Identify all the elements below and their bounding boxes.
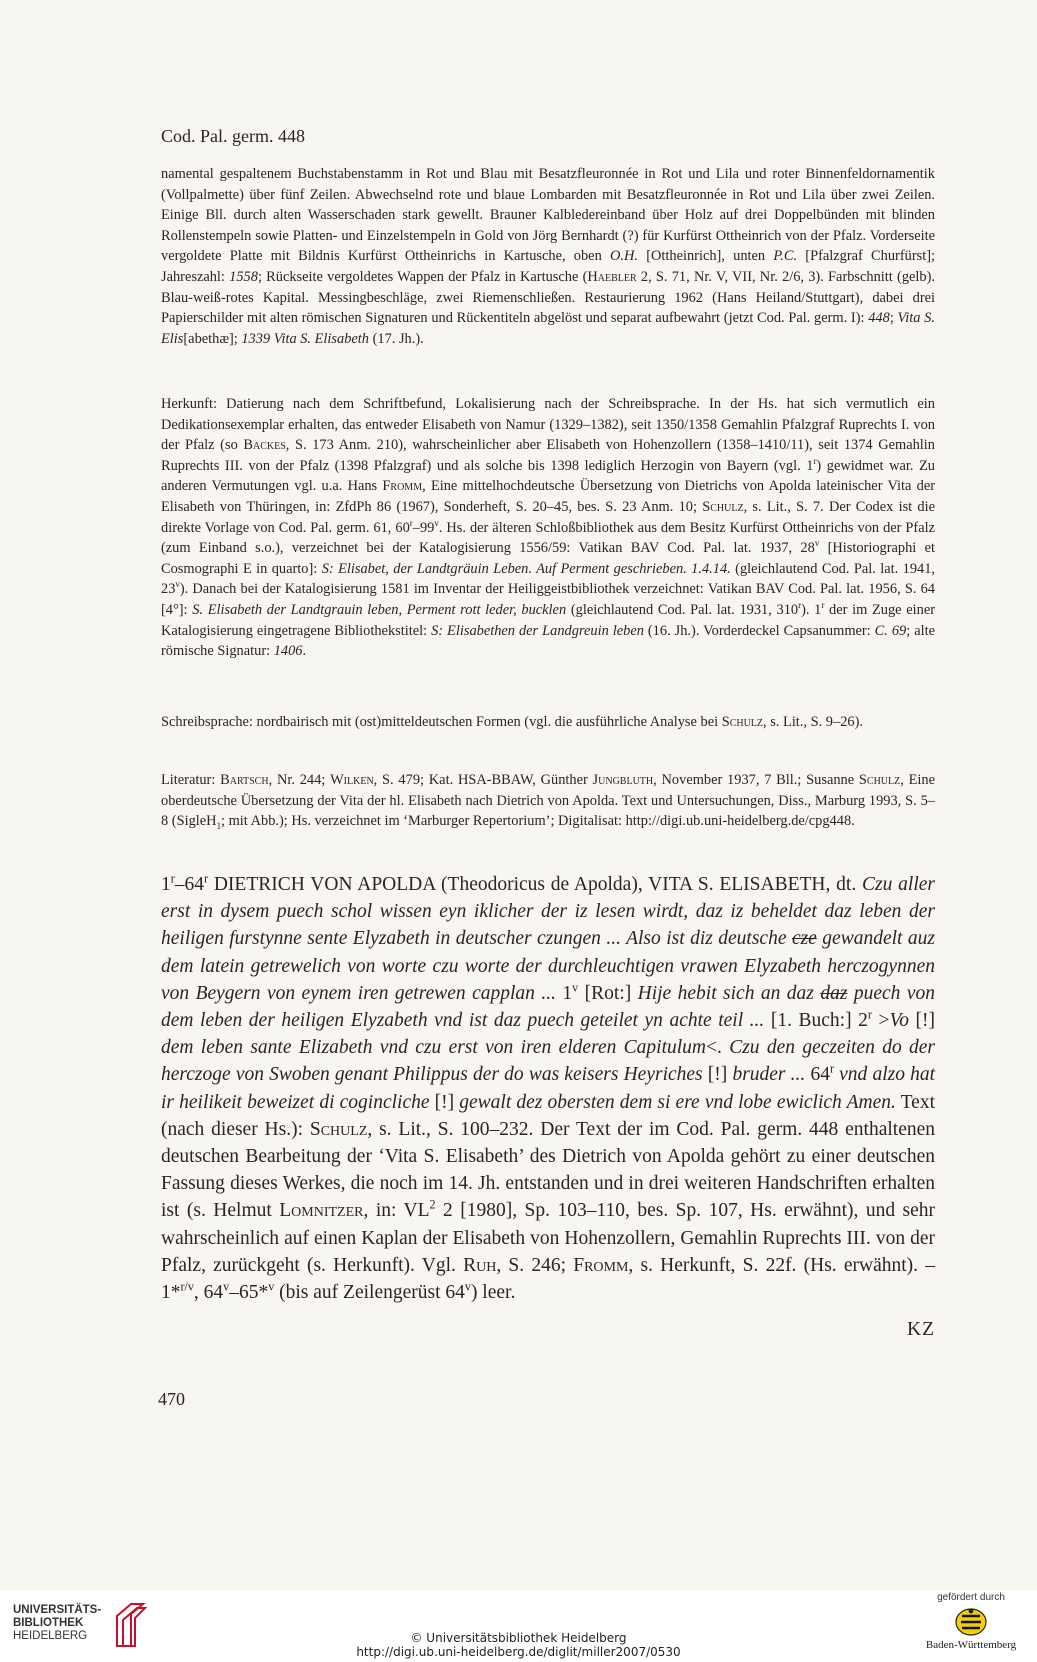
description-paragraph: namental gespaltenem Buchstabenstamm in Rot und Blau mit Besatzfleuronnée in Rot und Lila und roter Binnenfeldornamentik (Vollpalmette) über fünf Zeilen. Abwechselnd rote und blaue Lombarden mit Besatzfleuronnée in Rot und Lila über zwei Zeilen. Einige Bll. durch alten Wasserschaden stark gewellt. Brauner Kalbledereinband über Holz auf drei Doppelbünden mit blinden Rollenstempeln sowie Platten- und Einzelstempeln in Gold von Jörg Bernhardt (?) für Kurfürst Ottheinrich von der Pfalz. Vorderseite vergoldete Platte mit Bildnis Kurfürst Ottheinrichs in Kartusche, oben O.H. [Ottheinrich], unten P.C. [Pfalzgraf Churfürst]; Jahreszahl: 1558; Rückseite vergoldetes Wappen der Pfalz in Kartusche (Haebler 2, S. 71, Nr. V, VII, Nr. 2/6, 3). Farbschnitt (gelb). Blau-weiß-rotes Kapital. Messingbeschläge, zwei Riemenschließen. Restaurierung 1962 (Hans Heiland/Stuttgart), dabei drei Papierschilder mit alten römischen Signaturen und Rückentiteln abgelöst und separat aufbewahrt (jetzt Cod. Pal. germ. I): 448; Vita S. Elis[abethæ]; 1339 Vita S. Elisabeth (17. Jh.). xyxy=(161,166,935,347)
baden-wuerttemberg-crest-icon xyxy=(955,1607,987,1637)
herkunft-paragraph: Herkunft: Datierung nach dem Schriftbefund, Lokalisierung nach der Schreibsprache. In der Hs. hat sich vermutlich ein Dedikationsexemplar erhalten, das entweder Elisabeth von Namur (1329–1382), seit 1350/1358 Gemahlin Pfalzgraf Ruprechts I. von der Pfalz (so Backes, S. 173 Anm. 210), wahrscheinlicher aber Elisabeth von Hohenzollern (1358–1410/11), seit 1374 Gemahlin Ruprechts III. von der Pfalz (1398 Pfalzgraf) und als solche bis 1398 lediglich Herzogin von Bayern (vgl. 1$^r$) gewidmet war. Zu anderen Vermutungen vgl. u.a. Hans Fromm, Eine mittelhochdeutsche Übersetzung von Dietrichs von Apolda lateinischer Vita der Elisabeth von Thüringen, in: ZfdPh 86 (1967), Sonderheft, S. 20–45, bes. S. 23 Anm. 10; Schulz, s. Lit., S. 7. Der Codex ist die direkte Vorlage von Cod. Pal. germ. 61, 60$^r$–99$^v$. Hs. der älteren Schloßbibliothek aus dem Besitz Kurfürst Ottheinrichs von der Pfalz (zum Einband s.o.), verzeichnet bei der Katalogisierung 1556/59: Vatikan BAV Cod. Pal. lat. 1937, 28$^v$ [Historiographi et Cosmographi E in quarto]: S: Elisabet, der Landtgräuin Leben. Auf Perment geschrieben. 1.4.14. (gleichlautend Cod. Pal. lat. 1941, 23$^v$). Danach bei der Katalogisierung 1581 im Inventar der Heiliggeistbibliothek verzeichnet: Vatikan BAV Cod. Pal. lat. 1956, S. 64 [4°]: S. Elisabeth der Landtgrauin leben, Perment rott leder, bucklen (gleichlautend Cod. Pal. lat. 1931, 310$^r$). 1$^r$ der im Zuge einer Katalogisierung eingetragene Bibliothekstitel: S: Elisabethen der Landgreuin leben (16. Jh.). Vorderdeckel Capsanummer: C. 69; alte römische Signatur: 1406. xyxy=(161,396,936,660)
schreibsprache-paragraph: Schreibsprache: nordbairisch mit (ost)mitteldeutschen Formen (vgl. die ausführliche Analyse bei Schulz, s. Lit., S. 9–26). xyxy=(161,714,863,730)
page-number: 470 xyxy=(158,1389,185,1409)
literatur-paragraph: Literatur: Bartsch, Nr. 244; Wilken, S. 479; Kat. HSA-BBAW, Günther Jungbluth, November 1937, 7 Bll.; Susanne Schulz, Eine oberdeutsche Übersetzung der Vita der hl. Elisabeth nach Dietrich von Apolda. Text und Untersuchungen, Diss., Marburg 1993, S. 5–8 (SigleH$_1$; mit Abb.); Hs. verzeichnet im ‘Marburger Repertorium’; Digitalisat: http://digi.ub.uni-heidelberg.de/cpg448. xyxy=(161,772,935,832)
author-initials: KZ xyxy=(907,1319,935,1340)
main-entry: 1$^r$–64$^r$ DIETRICH VON APOLDA (Theodoricus de Apolda), VITA S. ELISABETH, dt. Czu aller erst in dysem puech schol wissen eyn iklicher der iz lesen wirdt, daz iz beheldet daz leben der heiligen furstynne sente Elyzabeth in deutscher czungen ... Also ist diz deutsche cze gewandelt auz dem latein getrewelich von worte czu worte der durchleuchtigen vrawen Elyzabeth herczogynnen von Beygern von eynem iren getrewen capplan ... 1$^v$ [Rot:] Hije hebit sich an daz daz puech von dem leben der heiligen Elyzabeth vnd ist daz puech geteilet yn achte teil ... [1. Buch:] $2^r >Vo$ [!] dem leben sante Elizabeth vnd czu erst von iren elderen Capitulum<. Czu den geczeiten do der herczoge von Swoben genant Philippus der do was keisers Heyriches [!] bruder ... 64$^r$ vnd alzo hat ir heilikeit beweizet di cogincliche [!] gewalt dez obersten dem si ere vnd lobe ewiclich Amen. Text (nach dieser Hs.): Schulz, s. Lit., S. 100–232. Der Text der im Cod. Pal. germ. 448 enthaltenen deutschen Bearbeitung der ‘Vita S. Elisabeth’ des Dietrich von Apolda gehört zu einer deutschen Fassung dieses Werkes, die noch im 14. Jh. entstanden und in drei weiteren Handschriften erhalten ist (s. Helmut Lomnitzer, in: $VL^2$ 2 [1980], Sp. 103–110, bes. Sp. 107, Hs. erwähnt), und sehr wahrscheinlich auf einen Kaplan der Elisabeth von Hohenzollern, Gemahlin Ruprechts III. von der Pfalz, zurückgeht (s. Herkunft). Vgl. Ruh, S. 246; Fromm, s. Herkunft, S. 22f. (Hs. erwähnt). – 1*$^{r/v}$, 64$^v$–65*$^v$ (bis auf Zeilengerüst 64$^v$) leer. xyxy=(161,871,936,1304)
library-name: UNIVERSITÄTS- BIBLIOTHEK HEIDELBERG xyxy=(13,1604,102,1642)
running-head: Cod. Pal. germ. 448 xyxy=(161,126,305,146)
copyright-notice: © Universitätsbibliothek Heidelberg http://digi.ub.uni-heidelberg.de/diglit/miller2007/0530 xyxy=(0,1631,1037,1659)
funder-block: gefördert durch Baden-Württemberg xyxy=(925,1592,1017,1651)
digital-url-link[interactable]: http://digi.ub.uni-heidelberg.de/diglit/miller2007/0530 xyxy=(356,1645,681,1659)
